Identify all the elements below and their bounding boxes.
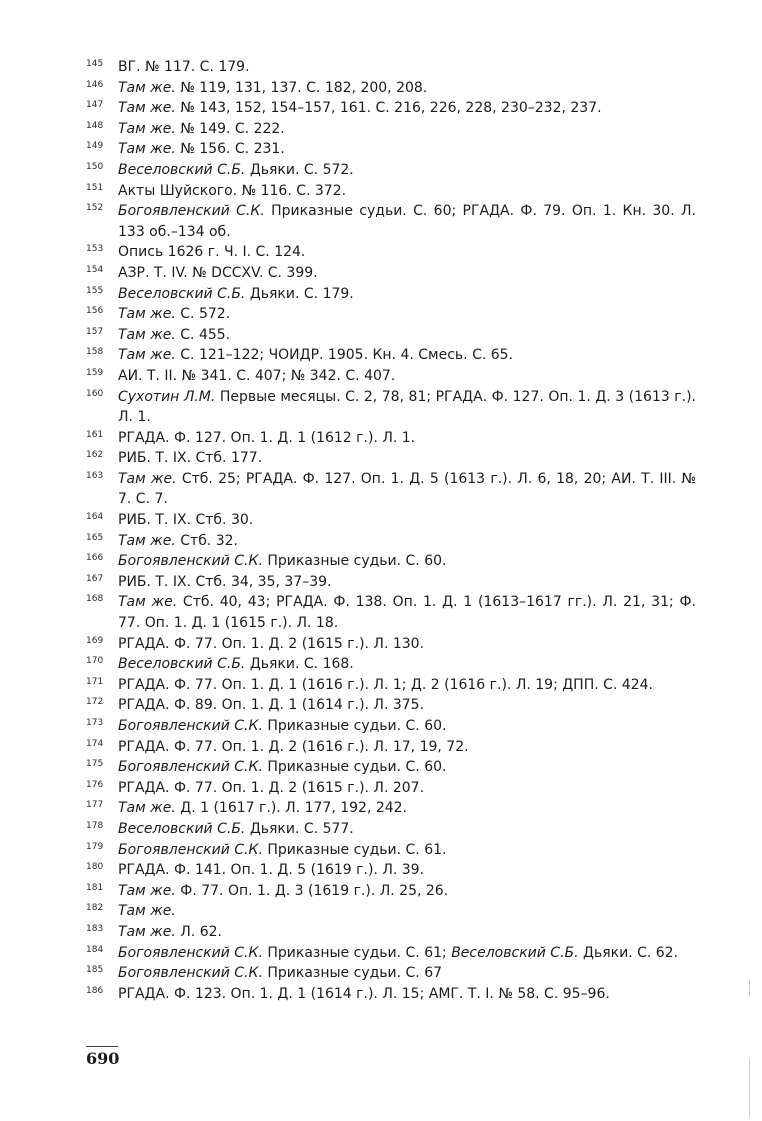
footnote-italic-segment: Там же.: [118, 594, 178, 611]
footnote-text: [118, 306, 230, 322]
footnote-number: 175: [86, 759, 104, 770]
footnote-text: [118, 821, 354, 837]
footnote-text-segment: Приказные судьи. С. 60; РГАДА. Ф. 79. Оп. 1. Кн. 30. Л. 133 об.–134 об.: [118, 203, 696, 240]
footnote-number: 163: [86, 470, 104, 481]
footnote-text: [118, 965, 442, 981]
footnote-text-segment: Приказные судьи. С. 61.: [262, 841, 447, 858]
footnote-text-segment: С. 121–122; ЧОИДР. 1905. Кн. 4. Смесь. С. 65.: [175, 347, 514, 364]
footnote-number: 176: [86, 779, 104, 790]
footnote-italic-segment: Веселовский С.Б.: [118, 161, 246, 178]
footnote-italic-segment: Там же.: [118, 326, 176, 343]
footnote-text-segment: № 143, 152, 154–157, 161. С. 216, 226, 228, 230–232, 237.: [175, 100, 602, 117]
footnote-text-segment: Опись 1626 г. Ч. I. С. 124.: [118, 244, 306, 261]
footnote-entry: [86, 469, 696, 510]
footnote-text-segment: Приказные судьи. С. 61;: [262, 944, 452, 961]
footnote-text: [118, 656, 354, 672]
footnote-italic-segment: Богоявленский С.К.: [118, 944, 263, 961]
footnote-text: [118, 265, 318, 281]
footnote-number: 149: [86, 141, 104, 152]
footnote-text-segment: РИБ. Т. IX. Стб. 177.: [118, 450, 263, 467]
footnote-text: [118, 183, 346, 199]
footnote-entry: [86, 695, 696, 716]
page-number-rule: [86, 1046, 118, 1047]
footnote-entry: [86, 428, 696, 449]
footnote-number: 170: [86, 656, 104, 667]
footnote-entry: [86, 160, 696, 181]
footnote-entry: [86, 201, 696, 242]
footnote-entry: [86, 860, 696, 881]
footnote-number: 168: [86, 594, 104, 605]
footnote-italic-segment: Богоявленский С.К.: [118, 553, 263, 570]
footnote-entry: [86, 284, 696, 305]
footnote-number: 185: [86, 965, 104, 976]
footnote-italic-segment: Там же.: [118, 79, 176, 96]
footnote-text-segment: Л. 62.: [175, 923, 222, 940]
footnote-list: [86, 57, 696, 1004]
footnote-text: [118, 636, 424, 652]
scan-edge-mark: [749, 1058, 750, 1118]
footnote-number: 174: [86, 738, 104, 749]
footnote-italic-segment: Там же.: [118, 100, 176, 117]
footnote-text: [118, 903, 176, 919]
footnote-text: [118, 924, 222, 940]
footnote-text: [118, 430, 415, 446]
footnote-entry: [86, 139, 696, 160]
footnote-italic-segment: Богоявленский С.К.: [118, 759, 263, 776]
footnote-italic-segment: Веселовский С.Б.: [451, 944, 579, 961]
footnote-text: [118, 389, 696, 426]
footnote-text: [118, 286, 354, 302]
footnote-number: 156: [86, 306, 104, 317]
footnote-text: [118, 862, 424, 878]
footnote-text-segment: РГАДА. Ф. 89. Оп. 1. Д. 1 (1614 г.). Л. 375.: [118, 697, 425, 714]
footnote-text: [118, 780, 424, 796]
footnote-text-segment: РГАДА. Ф. 127. Оп. 1. Д. 1 (1612 г.). Л. 1.: [118, 429, 416, 446]
footnote-text-segment: РГАДА. Ф. 141. Оп. 1. Д. 5 (1619 г.). Л. 39.: [118, 862, 425, 879]
footnote-text-segment: № 119, 131, 137. С. 182, 200, 208.: [175, 79, 428, 96]
footnote-text-segment: РГАДА. Ф. 123. Оп. 1. Д. 1 (1614 г.). Л. 15; АМГ. Т. I. № 58. С. 95–96.: [118, 985, 610, 1002]
footnote-entry: [86, 304, 696, 325]
footnote-entry: [86, 654, 696, 675]
footnote-text: [118, 759, 446, 775]
footnote-number: 171: [86, 676, 104, 687]
footnote-italic-segment: Богоявленский С.К.: [118, 965, 263, 982]
footnote-text-segment: Приказные судьи. С. 67: [262, 965, 443, 982]
footnote-number: 182: [86, 903, 104, 914]
footnote-text-segment: Дьяки. С. 572.: [245, 161, 354, 178]
footnote-text: [118, 697, 424, 713]
footnote-text-segment: Дьяки. С. 62.: [578, 944, 679, 961]
footnote-number: 186: [86, 985, 104, 996]
footnote-entry: [86, 778, 696, 799]
footnote-text: [118, 471, 696, 508]
footnote-entry: [86, 634, 696, 655]
footnote-number: 183: [86, 923, 104, 934]
footnote-italic-segment: Богоявленский С.К.: [118, 203, 265, 220]
footnote-text: [118, 450, 262, 466]
footnote-number: 184: [86, 944, 104, 955]
footnote-italic-segment: Там же.: [118, 903, 176, 920]
footnote-text-segment: РГАДА. Ф. 77. Оп. 1. Д. 2 (1616 г.). Л. 17, 19, 72.: [118, 738, 469, 755]
footnote-number: 173: [86, 718, 104, 728]
footnote-entry: [86, 57, 696, 78]
footnote-number: 153: [86, 244, 104, 255]
page-number: 690: [86, 1049, 120, 1068]
footnote-text-segment: Акты Шуйского. № 116. С. 372.: [118, 182, 347, 199]
footnote-entry: [86, 119, 696, 140]
footnote-text-segment: РИБ. Т. IX. Стб. 34, 35, 37–39.: [118, 573, 332, 590]
footnote-entry: [86, 345, 696, 366]
footnote-entry: [86, 572, 696, 593]
footnote-number: 159: [86, 367, 104, 378]
footnote-number: 155: [86, 285, 104, 296]
footnote-text-segment: Приказные судьи. С. 60.: [262, 759, 447, 776]
footnote-text-segment: РГАДА. Ф. 77. Оп. 1. Д. 1 (1616 г.). Л. 1; Д. 2 (1616 г.). Л. 19; ДПП. С. 424.: [118, 676, 653, 693]
footnote-number: 158: [86, 347, 104, 358]
footnote-text-segment: С. 455.: [175, 326, 231, 343]
footnote-number: 146: [86, 79, 104, 90]
footnote-text: [118, 244, 305, 260]
footnote-text: [118, 368, 395, 384]
footnote-entry: [86, 943, 696, 964]
footnote-entry: [86, 840, 696, 861]
footnote-entry: [86, 922, 696, 943]
footnote-text-segment: Д. 1 (1617 г.). Л. 177, 192, 242.: [175, 800, 408, 817]
footnote-text: [118, 842, 446, 858]
footnote-italic-segment: Веселовский С.Б.: [118, 285, 246, 302]
footnote-text: [118, 594, 696, 631]
footnote-entry: [86, 963, 696, 984]
footnote-italic-segment: Там же.: [118, 120, 176, 137]
footnote-number: 166: [86, 553, 104, 564]
footnote-text-segment: РГАДА. Ф. 77. Оп. 1. Д. 2 (1615 г.). Л. 130.: [118, 635, 425, 652]
footnote-entry: [86, 881, 696, 902]
footnote-text-segment: № 156. С. 231.: [175, 141, 285, 158]
footnote-number: 169: [86, 635, 104, 646]
footnote-entry: [86, 366, 696, 387]
footnote-number: 172: [86, 697, 104, 708]
footnote-number: 164: [86, 512, 104, 523]
footnote-entry: [86, 675, 696, 696]
footnote-text: [118, 347, 513, 363]
footnote-entry: [86, 181, 696, 202]
footnote-number: 147: [86, 100, 104, 111]
footnote-number: 167: [86, 573, 104, 584]
footnote-number: 154: [86, 264, 104, 275]
footnote-text: [118, 553, 446, 569]
footnote-entry: [86, 757, 696, 778]
footnote-text-segment: АЗР. Т. IV. № DCCXV. С. 399.: [118, 264, 318, 281]
footnote-text-segment: № 149. С. 222.: [175, 120, 285, 137]
footnote-text-segment: Первые месяцы. С. 2, 78, 81; РГАДА. Ф. 127. Оп. 1. Д. 3 (1613 г.). Л. 1.: [118, 388, 696, 426]
footnote-text-segment: Стб. 25; РГАДА. Ф. 127. Оп. 1. Д. 5 (1613 г.). Л. 6, 18, 20; АИ. Т. III. № 7. С. 7.: [118, 470, 696, 508]
footnote-italic-segment: Там же.: [118, 306, 176, 323]
footnote-text-segment: РГАДА. Ф. 77. Оп. 1. Д. 2 (1615 г.). Л. 207.: [118, 779, 425, 796]
footnote-text: [118, 986, 610, 1002]
footnote-entry: [86, 531, 696, 552]
footnote-number: 151: [86, 182, 104, 193]
scan-edge-mark: [749, 980, 750, 996]
footnote-italic-segment: Там же.: [118, 923, 176, 940]
footnote-number: 152: [86, 203, 104, 214]
footnote-entry: [86, 737, 696, 758]
footnote-number: 178: [86, 820, 104, 831]
footnote-text: [118, 141, 285, 157]
footnote-number: 145: [86, 59, 104, 69]
footnote-text-segment: Дьяки. С. 577.: [245, 820, 354, 837]
footnote-entry: [86, 716, 696, 737]
footnote-text: [118, 512, 253, 528]
footnote-text: [118, 574, 331, 590]
footnote-italic-segment: Богоявленский С.К.: [118, 718, 263, 734]
footnote-number: 157: [86, 326, 104, 337]
footnote-italic-segment: Там же.: [118, 532, 176, 549]
footnote-text: [118, 945, 678, 961]
footnote-number: 162: [86, 450, 104, 461]
footnote-entry: [86, 98, 696, 119]
footnote-text-segment: Дьяки. С. 168.: [245, 656, 354, 673]
footnote-text: [118, 203, 696, 240]
footnote-italic-segment: Там же.: [118, 347, 176, 364]
footnote-text: [118, 162, 354, 178]
footnote-number: 160: [86, 388, 104, 399]
footnote-number: 165: [86, 532, 104, 543]
footnote-text: [118, 80, 427, 96]
footnote-entry: [86, 242, 696, 263]
footnote-text: [118, 327, 230, 343]
footnote-text-segment: С. 572.: [175, 306, 231, 323]
footnote-text: [118, 533, 238, 549]
footnote-text-segment: РИБ. Т. IX. Стб. 30.: [118, 512, 254, 529]
footnote-italic-segment: Веселовский С.Б.: [118, 820, 246, 837]
footnote-text-segment: ВГ. № 117. С. 179.: [118, 59, 250, 75]
footnote-text-segment: Дьяки. С. 179.: [245, 285, 354, 302]
footnote-italic-segment: Там же.: [118, 882, 176, 899]
footnote-entry: [86, 78, 696, 99]
footnote-entry: [86, 263, 696, 284]
footnote-text-segment: Приказные судьи. С. 60.: [262, 553, 447, 570]
footnote-entry: [86, 984, 696, 1005]
footnote-entry: [86, 901, 696, 922]
footnote-number: 150: [86, 161, 104, 172]
footnote-text: [118, 677, 653, 693]
footnote-text-segment: АИ. Т. II. № 341. С. 407; № 342. С. 407.: [118, 367, 396, 384]
footnote-entry: [86, 510, 696, 531]
footnote-text: [118, 100, 602, 116]
footnote-text: [118, 718, 446, 734]
footnote-text: [118, 800, 407, 816]
footnote-entry: [86, 325, 696, 346]
footnote-entry: [86, 551, 696, 572]
footnote-text: [118, 883, 448, 899]
footnote-text-segment: Стб. 40, 43; РГАДА. Ф. 138. Оп. 1. Д. 1 (1613–1617 гг.). Л. 21, 31; Ф. 77. Оп. 1. Д. 1 (1615 г.). Л. 18.: [118, 594, 696, 632]
footnote-italic-segment: Там же.: [118, 800, 176, 817]
footnote-text: [118, 121, 285, 137]
footnote-entry: [86, 387, 696, 428]
footnote-entry: [86, 448, 696, 469]
footnote-text-segment: Ф. 77. Оп. 1. Д. 3 (1619 г.). Л. 25, 26.: [175, 882, 449, 899]
footnote-number: 177: [86, 800, 104, 811]
footnote-number: 181: [86, 882, 104, 893]
footnote-italic-segment: Богоявленский С.К.: [118, 841, 263, 858]
footnote-number: 148: [86, 120, 104, 131]
footnote-entry: [86, 592, 696, 633]
footnote-italic-segment: Там же.: [118, 470, 177, 487]
footnote-text-segment: Стб. 32.: [175, 532, 239, 549]
footnote-italic-segment: Сухотин Л.М.: [118, 388, 216, 405]
footnote-number: 180: [86, 862, 104, 873]
footnote-number: 161: [86, 429, 104, 440]
footnote-italic-segment: Там же.: [118, 141, 176, 158]
footnote-text-segment: Приказные судьи. С. 60.: [262, 718, 447, 734]
footnote-text: [118, 59, 250, 75]
footnote-text: [118, 739, 469, 755]
footnote-number: 179: [86, 841, 104, 852]
footnote-entry: [86, 819, 696, 840]
footnote-italic-segment: Веселовский С.Б.: [118, 656, 246, 673]
footnote-entry: [86, 798, 696, 819]
